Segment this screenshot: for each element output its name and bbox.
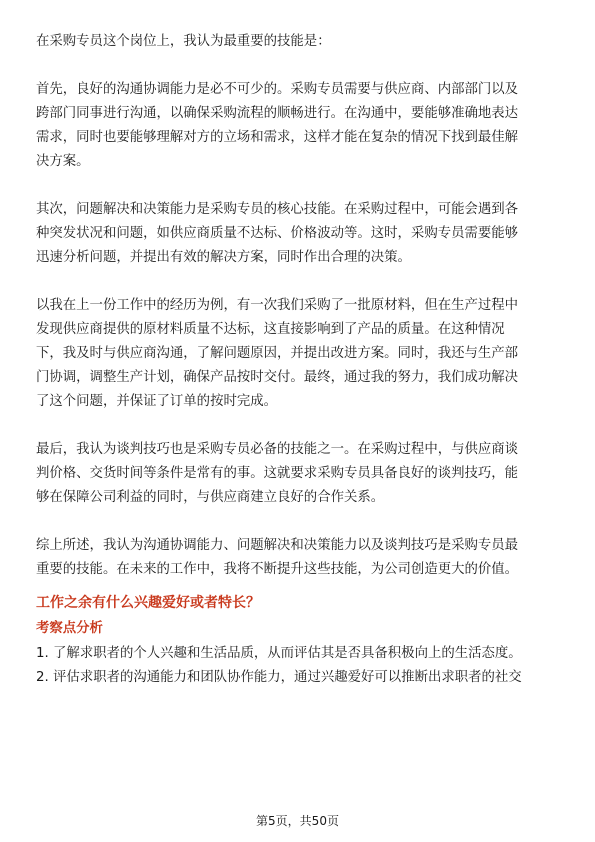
paragraph-line: 需求，同时也要能够理解对方的立场和需求，这样才能在复杂的情况下找到最佳解 xyxy=(36,130,519,145)
paragraph-negotiation xyxy=(36,438,559,510)
paragraph-line: 迅速分析问题，并提出有效的解决方案，同时作出合理的决策。 xyxy=(36,250,411,265)
paragraph-line: 门协调，调整生产计划，确保产品按时交付。最终，通过我的努力，我们成功解决 xyxy=(36,370,519,385)
paragraph-line: 发现供应商提供的原材料质量不达标，这直接影响到了产品的质量。在这种情况 xyxy=(36,322,505,337)
paragraph-line: 以我在上一份工作中的经历为例，有一次我们采购了一批原材料，但在生产过程中 xyxy=(36,298,519,313)
paragraph-line: 判价格、交货时间等条件是常有的事。这就要求采购专员具备良好的谈判技巧，能 xyxy=(36,466,519,481)
page-number: 第5页，共50页 xyxy=(256,814,339,828)
paragraph-line: 了这个问题，并保证了订单的按时完成。 xyxy=(36,394,278,409)
paragraph-line: 种突发状况和问题，如供应商质量不达标、价格波动等。这时，采购专员需要能够 xyxy=(36,226,519,241)
paragraph-line: 首先，良好的沟通协调能力是必不可少的。采购专员需要与供应商、内部部门以及 xyxy=(36,82,519,97)
paragraph-communication xyxy=(36,78,559,174)
intro-text: 在采购专员这个岗位上，我认为最重要的技能是： xyxy=(36,34,331,49)
paragraph-line: 其次，问题解决和决策能力是采购专员的核心技能。在采购过程中，可能会遇到各 xyxy=(36,202,519,217)
paragraph-line: 下，我及时与供应商沟通，了解问题原因，并提出改进方案。同时，我还与生产部 xyxy=(36,346,519,361)
paragraph-line: 最后，我认为谈判技巧也是采购专员必备的技能之一。在采购过程中，与供应商谈 xyxy=(36,442,519,457)
paragraph-line: 跨部门同事进行沟通，以确保采购流程的顺畅进行。在沟通中，要能够准确地表达 xyxy=(36,106,519,121)
analysis-item: 1. 了解求职者的个人兴趣和生活品质，从而评估其是否具备积极向上的生活态度。 xyxy=(36,646,522,661)
paragraph-line: 够在保障公司利益的同时，与供应商建立良好的合作关系。 xyxy=(36,490,385,505)
paragraph-line: 决方案。 xyxy=(36,154,90,169)
paragraph-experience xyxy=(36,294,559,414)
paragraph-problem-solving xyxy=(36,198,559,270)
question-heading: 工作之余有什么兴趣爱好或者特长？ xyxy=(36,595,260,611)
paragraph-line: 综上所述，我认为沟通协调能力、问题解决和决策能力以及谈判技巧是采购专员最 xyxy=(36,538,519,553)
document-page xyxy=(36,30,559,690)
analysis-heading: 考察点分析 xyxy=(36,621,103,636)
analysis-item: 2. 评估求职者的沟通能力和团队协作能力，通过兴趣爱好可以推断出求职者的社交 xyxy=(36,670,522,685)
paragraph-line: 重要的技能。在未来的工作中，我将不断提升这些技能，为公司创造更大的价值。 xyxy=(36,562,519,577)
paragraph-summary xyxy=(36,534,559,582)
